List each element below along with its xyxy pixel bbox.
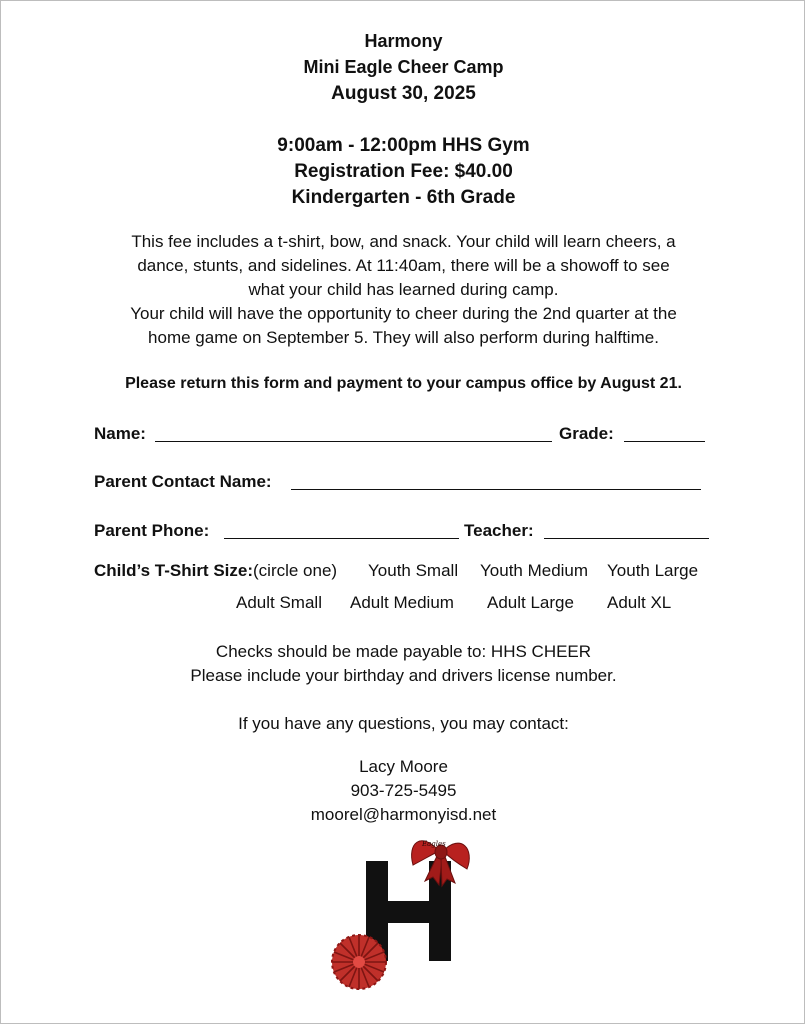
grade-range: Kindergarten - 6th Grade [291, 187, 516, 208]
name-field[interactable] [155, 441, 552, 442]
description-line: Your child will have the opportunity to cheer during the 2nd quarter at the [130, 304, 677, 323]
registration-fee: Registration Fee: $40.00 [294, 161, 513, 182]
payment-payable: Checks should be made payable to: HHS CHEER [215, 642, 592, 661]
pompom-icon [332, 935, 386, 989]
size-option-youth-large[interactable]: Youth Large [607, 561, 699, 580]
description-line: home game on September 5. They will also perform during halftime. [148, 328, 659, 347]
grade-field[interactable] [624, 441, 705, 442]
parent-phone-field[interactable] [224, 538, 459, 539]
event-date: August 30, 2025 [331, 83, 476, 104]
school-name: Harmony [364, 31, 443, 51]
grade-label: Grade: [559, 424, 614, 443]
payment-note: Please include your birthday and drivers license number. [190, 666, 617, 685]
name-label: Name: [94, 424, 146, 443]
teacher-label: Teacher: [464, 521, 534, 540]
teacher-field[interactable] [544, 538, 709, 539]
parent-name-field[interactable] [291, 489, 701, 490]
description [1, 230, 805, 350]
cheer-h-logo [321, 829, 481, 994]
return-notice: Please return this form and payment to your campus office by August 21. [125, 375, 682, 392]
size-option-adult-small[interactable]: Adult Small [236, 593, 322, 612]
size-option-adult-large[interactable]: Adult Large [487, 593, 574, 612]
contact-phone: 903-725-5495 [350, 781, 457, 800]
size-option-adult-medium[interactable]: Adult Medium [350, 593, 454, 612]
tshirt-label [94, 561, 337, 581]
size-option-youth-medium[interactable]: Youth Medium [480, 561, 589, 580]
contact-name: Lacy Moore [359, 757, 448, 776]
tshirt-label-text: Child’s T-Shirt Size: [94, 561, 253, 580]
bow-text: Eagles [422, 840, 446, 848]
parent-name-label: Parent Contact Name: [94, 472, 272, 491]
parent-phone-label: Parent Phone: [94, 521, 210, 540]
tshirt-hint: (circle one) [253, 561, 338, 580]
description-line: This fee includes a t-shirt, bow, and snack. Your child will learn cheers, a [131, 232, 676, 251]
time-location: 9:00am - 12:00pm HHS Gym [277, 135, 530, 156]
description-line: what your child has learned during camp. [248, 280, 559, 299]
contact-intro: If you have any questions, you may contact: [238, 714, 569, 733]
size-option-adult-xl[interactable]: Adult XL [607, 593, 672, 612]
size-option-youth-small[interactable]: Youth Small [368, 561, 459, 580]
description-line: dance, stunts, and sidelines. At 11:40am, there will be a showoff to see [137, 256, 670, 275]
contact-email[interactable]: moorel@harmonyisd.net [310, 805, 497, 824]
event-title: Mini Eagle Cheer Camp [303, 57, 504, 77]
